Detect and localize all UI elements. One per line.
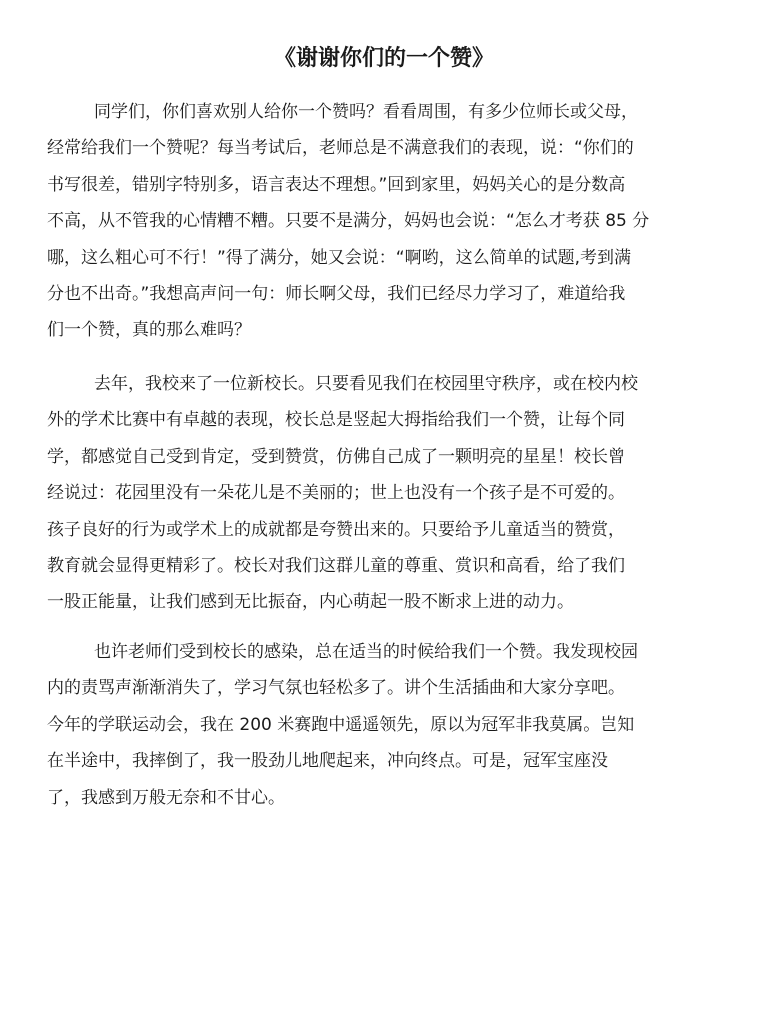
paragraph-line: 哪，这么粗心可不行！”得了满分，她又会说：“啊哟，这么简单的试题,考到满 bbox=[47, 247, 632, 268]
paragraph-line: 分也不出奇。”我想高声问一句：师长啊父母，我们已经尽力学习了，难道给我 bbox=[47, 283, 626, 304]
paragraph-line: 今年的学联运动会，我在 200 米赛跑中遥遥领先，原以为冠军非我莫属。岂知 bbox=[47, 714, 635, 735]
paragraph-line: 不高，从不管我的心情糟不糟。只要不是满分，妈妈也会说：“怎么才考获 85 分 bbox=[47, 211, 650, 232]
paragraph-line: 去年，我校来了一位新校长。只要看见我们在校园里守秩序，或在校内校 bbox=[94, 374, 638, 394]
paragraph-line: 一股正能量，让我们感到无比振奋，内心萌起一股不断求上进的动力。 bbox=[47, 592, 574, 613]
paragraph-1 bbox=[47, 94, 723, 349]
paragraph-line: 也许老师们受到校长的感染，总在适当的时候给我们一个赞。我发现校园 bbox=[94, 642, 638, 662]
paragraph-line: 书写很差，错别字特别多，语言表达不理想。”回到家里，妈妈关心的是分数高 bbox=[47, 174, 626, 195]
paragraph-2 bbox=[47, 366, 723, 621]
paragraph-line: 们一个赞，真的那么难吗？ bbox=[47, 320, 251, 341]
paragraph-line: 经说过：花园里没有一朵花儿是不美丽的；世上也没有一个孩子是不可爱的。 bbox=[47, 483, 625, 504]
paragraph-line: 经常给我们一个赞呢？每当考试后，老师总是不满意我们的表现，说：“你们的 bbox=[47, 138, 634, 159]
paragraph-line: 了，我感到万般无奈和不甘心。 bbox=[47, 787, 285, 808]
paragraph-line: 在半途中，我摔倒了，我一股劲儿地爬起来，冲向终点。可是，冠军宝座没 bbox=[47, 751, 608, 772]
paragraph-line: 同学们，你们喜欢别人给你一个赞吗？看看周围，有多少位师长或父母， bbox=[94, 102, 638, 122]
paragraph-line: 学，都感觉自己受到肯定，受到赞赏，仿佛自己成了一颗明亮的星星！校长曾 bbox=[47, 446, 625, 467]
paragraph-line: 内的责骂声渐渐消失了，学习气氛也轻松多了。讲个生活插曲和大家分享吧。 bbox=[47, 678, 625, 699]
paragraph-3 bbox=[47, 634, 723, 816]
document-title: 《谢谢你们的一个赞》 bbox=[273, 46, 494, 71]
paragraph-line: 外的学术比赛中有卓越的表现，校长总是竖起大拇指给我们一个赞，让每个同 bbox=[47, 410, 625, 431]
paragraph-line: 教育就会显得更精彩了。校长对我们这群儿童的尊重、赏识和高看，给了我们 bbox=[47, 555, 625, 576]
paragraph-line: 孩子良好的行为或学术上的成就都是夸赞出来的。只要给予儿童适当的赞赏， bbox=[47, 519, 625, 540]
